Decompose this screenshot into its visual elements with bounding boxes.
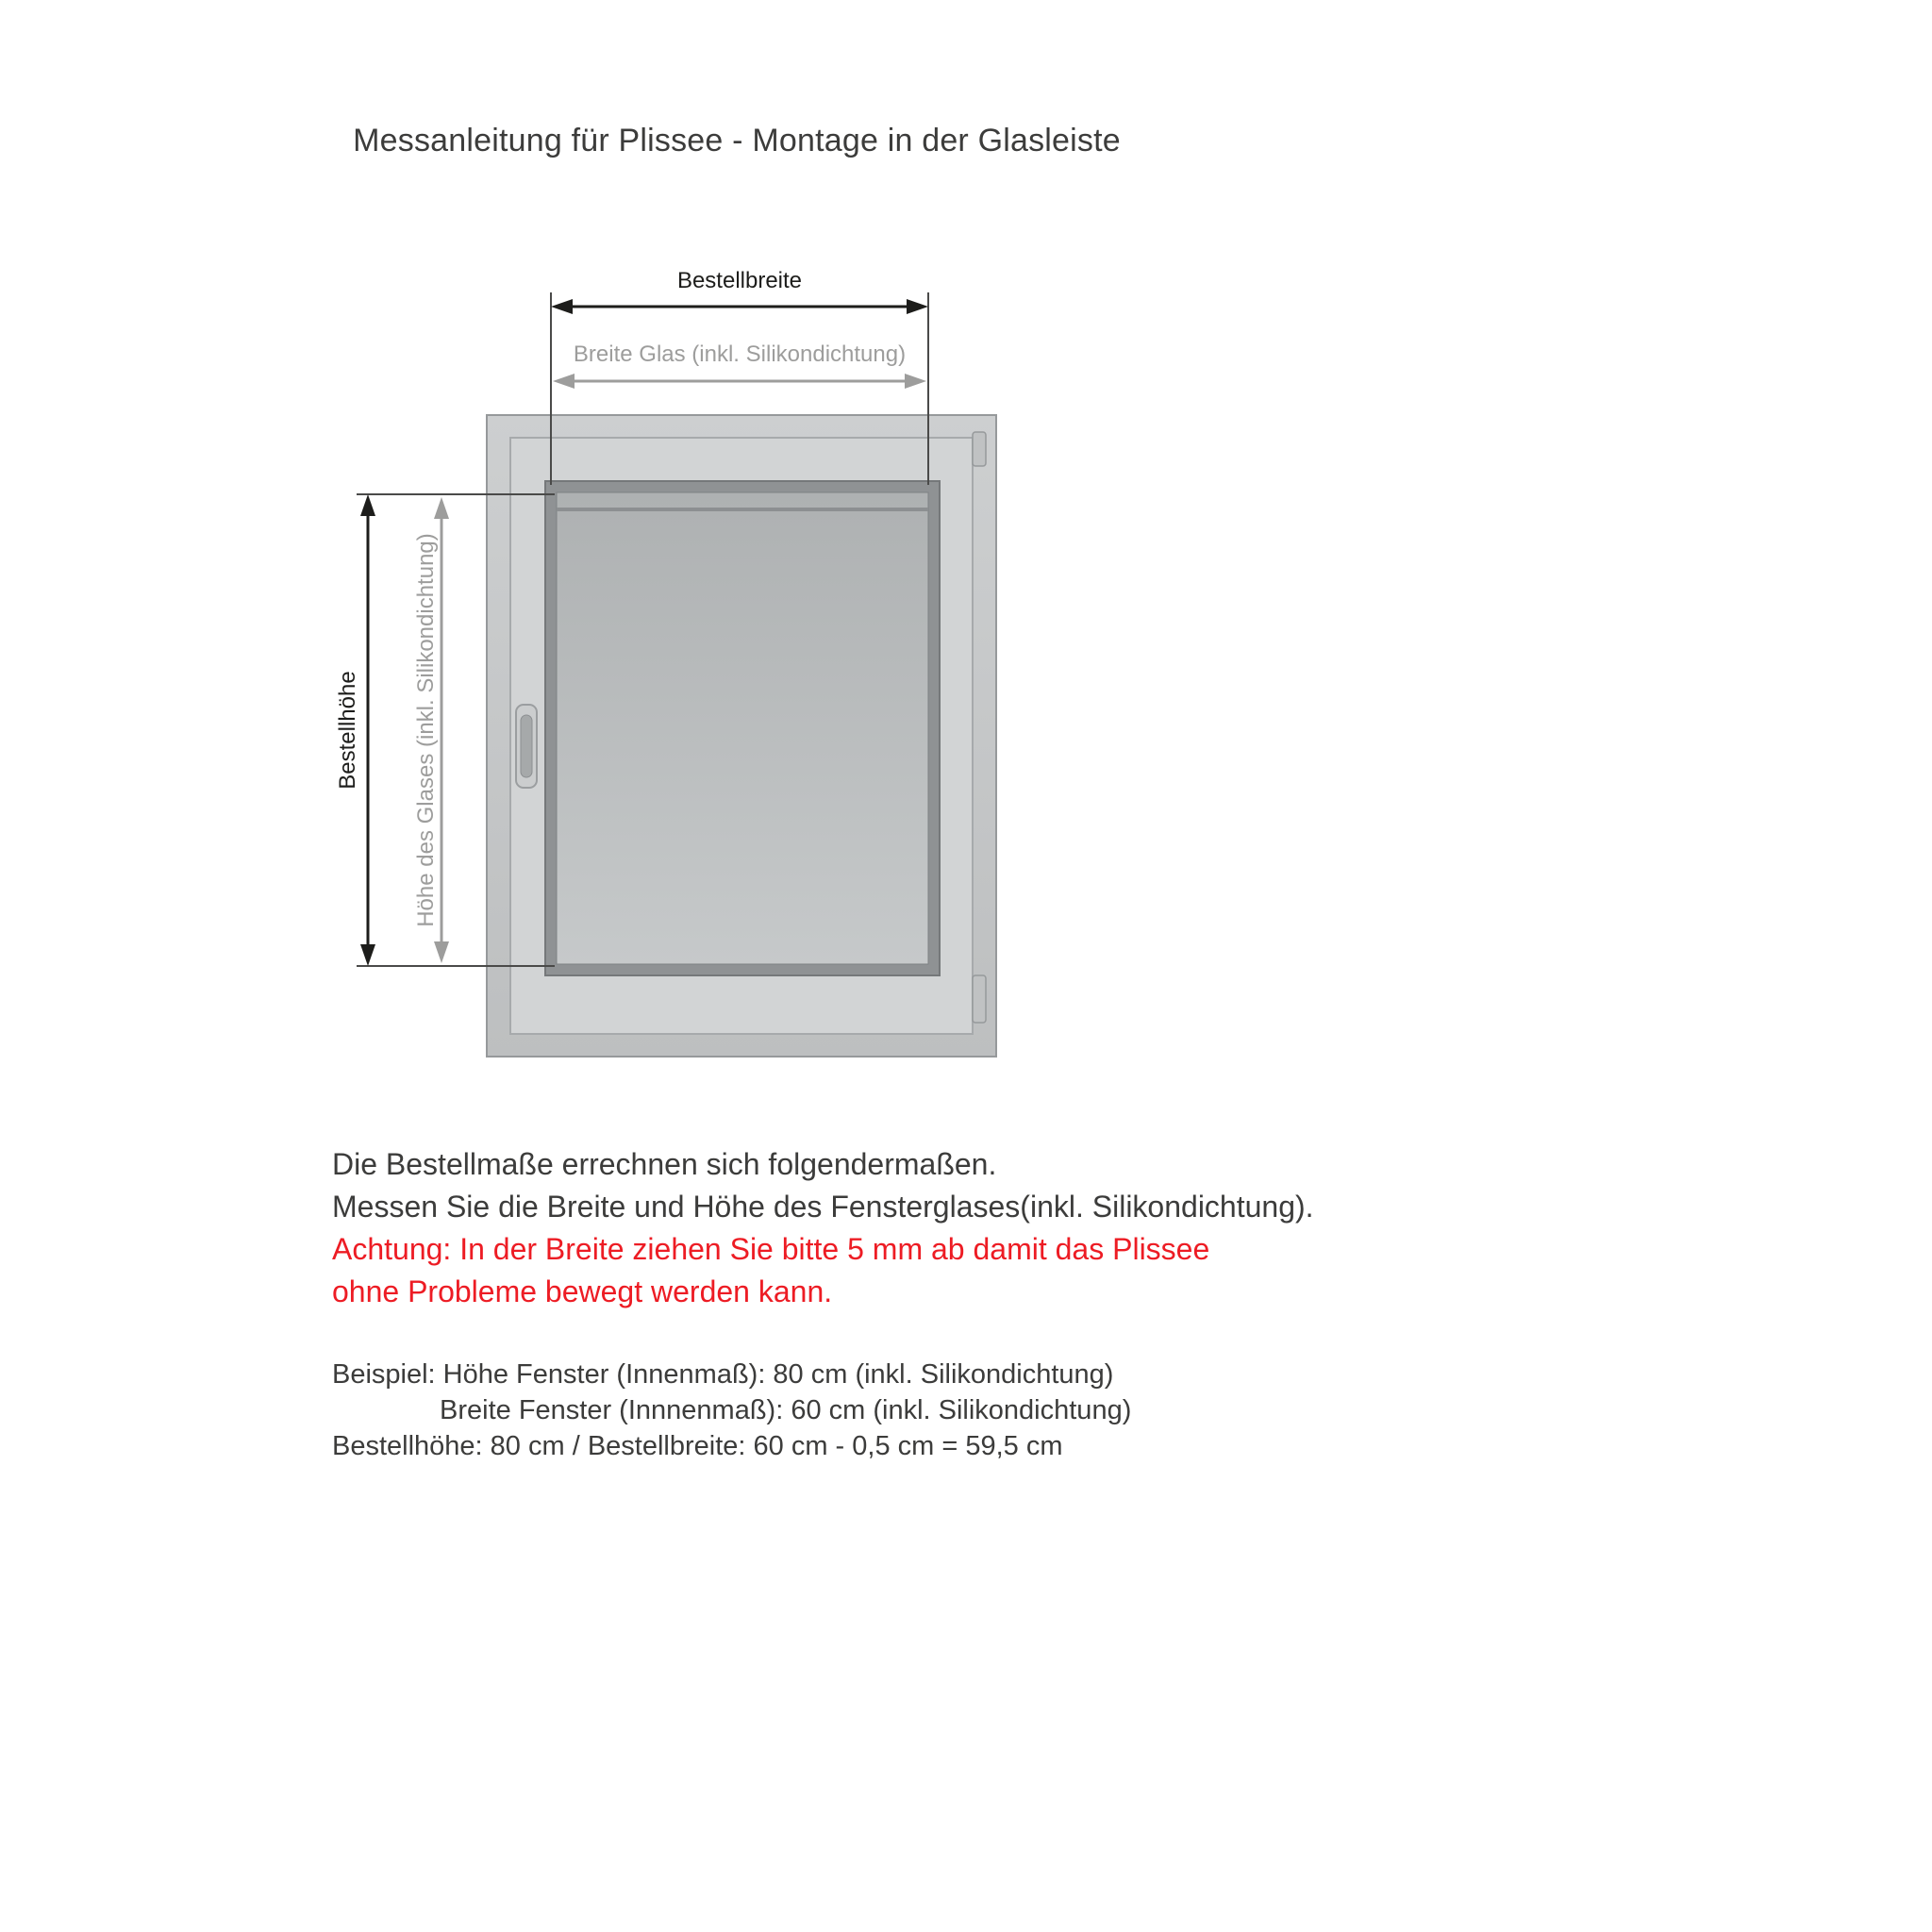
example-line-1: Beispiel: Höhe Fenster (Innenmaß): 80 cm (inkl. Silikondichtung) (332, 1359, 1114, 1390)
hinge-top-icon (973, 432, 986, 466)
instructions-block (332, 1143, 1653, 1464)
glass-width-arrow (553, 374, 926, 389)
order-height-arrow (360, 494, 375, 966)
order-width-arrow (551, 299, 928, 314)
instruction-line-1: Die Bestellmaße errechnen sich folgendermaßen. (332, 1147, 997, 1181)
spacer (332, 1313, 1653, 1357)
window-illustration (487, 415, 996, 1057)
hinge-bottom-icon (973, 975, 986, 1023)
example-line-3: Bestellhöhe: 80 cm / Bestellbreite: 60 cm - 0,5 cm = 59,5 cm (332, 1431, 1063, 1461)
order-height-label: Bestellhöhe (335, 671, 360, 790)
glass-height-label: Höhe des Glases (inkl. Silikondichtung) (413, 533, 439, 927)
instruction-line-2: Messen Sie die Breite und Höhe des Fensterglases(inkl. Silikondichtung). (332, 1190, 1314, 1224)
warning-line-2: ohne Probleme bewegt werden kann. (332, 1274, 833, 1308)
window-handle-grip (521, 715, 532, 777)
example-line-2: Breite Fenster (Innnenmaß): 60 cm (inkl. Silikondichtung) (440, 1395, 1132, 1425)
order-width-label: Bestellbreite (676, 268, 803, 293)
page-title: Messanleitung für Plissee - Montage in der Glasleiste (353, 123, 1121, 158)
window-glass (557, 492, 928, 964)
glass-width-label: Breite Glas (inkl. Silikondichtung) (573, 341, 907, 367)
warning-line-1: Achtung: In der Breite ziehen Sie bitte 5 mm ab damit das Plissee (332, 1232, 1210, 1266)
